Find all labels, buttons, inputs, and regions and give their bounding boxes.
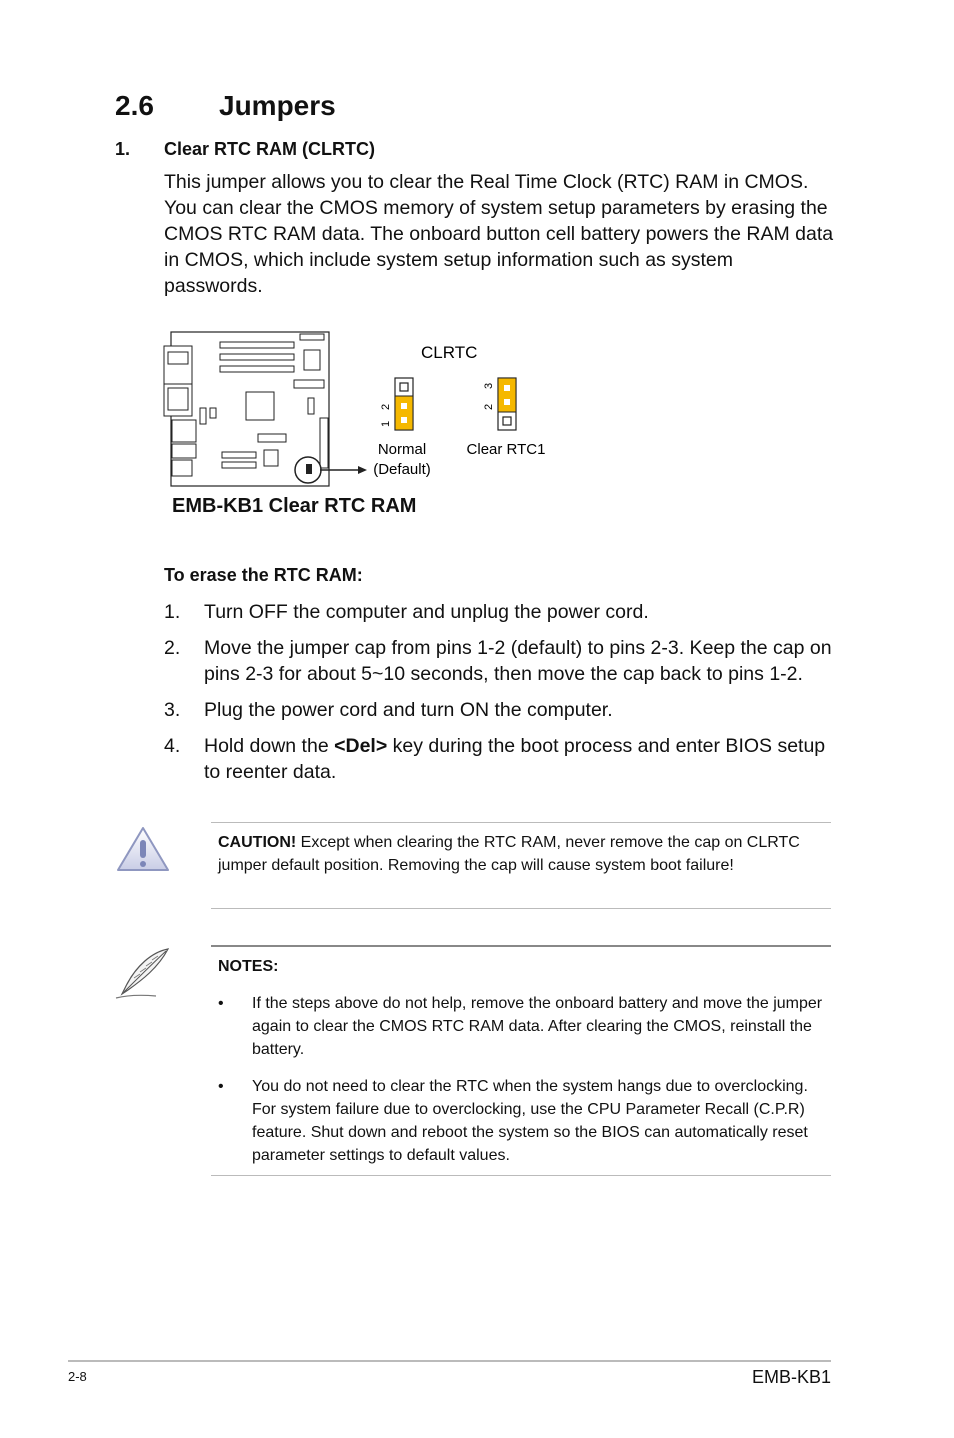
step-text: Move the jumper cap from pins 1-2 (default) to pins 2-3. Keep the cap on pins 2-3 for about 5~10 seconds, then move the cap back to pins 1-2. (204, 637, 832, 685)
jumper-label: CLRTC (421, 343, 478, 362)
step-1 (164, 599, 844, 625)
pin-label-normal-1: 1 (380, 420, 392, 427)
erase-heading: To erase the RTC RAM: (164, 565, 363, 585)
diagram-caption: EMB-KB1 Clear RTC RAM (172, 495, 417, 517)
step-text: Plug the power cord and turn ON the computer. (204, 699, 613, 721)
step-number: 2. (164, 637, 181, 659)
jumper-description: This jumper allows you to clear the Real Time Clock (RTC) RAM in CMOS. You can clear the CMOS memory of system setup parameters by erasing the CMOS RTC RAM data. The onboard button cell battery powers the RAM data in CMOS, which include system setup information such as system passwords. (164, 171, 834, 297)
note-text: If the steps above do not help, remove the onboard battery and move the jumper again to clear the CMOS RTC RAM data. After clearing the CMOS, reinstall the battery. (252, 995, 823, 1058)
footer-rule (68, 1360, 831, 1362)
caution-bottom-rule (211, 908, 831, 909)
caution-top-rule (211, 822, 831, 823)
section-title: Jumpers (219, 90, 336, 121)
step-text: Turn OFF the computer and unplug the power cord. (204, 601, 649, 623)
note-item-2 (218, 1075, 823, 1167)
note-text: You do not need to clear the RTC when the system hangs due to overclocking. For system failure due to overclocking, use the CPU Parameter Recall (C.P.R) feature. Shut down and reboot the system so the BIOS can automatically reset parameter settings to default values. (252, 1078, 808, 1164)
step-4 (164, 733, 844, 785)
clear-rtc-label: Clear RTC1 (466, 441, 546, 458)
notes-top-rule (211, 945, 831, 947)
pin-label-clear-2: 2 (483, 403, 495, 410)
del-key: <Del> (334, 735, 388, 757)
feather-pen-icon (112, 946, 174, 1002)
product-name: EMB-KB1 (751, 1367, 831, 1387)
section-number: 2.6 (115, 90, 154, 121)
step-number: 1. (164, 601, 181, 623)
normal-label: Normal (377, 441, 427, 458)
step-3 (164, 697, 844, 723)
notes-bottom-rule (211, 1175, 831, 1176)
pin-label-clear-3: 3 (483, 382, 495, 389)
motherboard-layout-illustration (160, 328, 580, 488)
subsection-title: Clear RTC RAM (CLRTC) (164, 139, 375, 159)
step-2 (164, 635, 844, 687)
step-number: 4. (164, 735, 181, 757)
page-number: 2-8 (68, 1369, 87, 1384)
clrtc-diagram (160, 328, 580, 488)
bullet-dot: • (218, 995, 224, 1012)
bullet-dot: • (218, 1078, 224, 1095)
step-number: 3. (164, 699, 181, 721)
caution-label: CAUTION! (218, 834, 297, 851)
pin-label-normal-2: 2 (380, 403, 392, 410)
step-text (204, 733, 844, 785)
caution-body: Except when clearing the RTC RAM, never remove the cap on CLRTC jumper default position. Removing the cap will cause system boot failure! (218, 834, 800, 874)
subsection-number: 1. (115, 139, 131, 159)
normal-default-label: (Default) (373, 461, 431, 478)
step-text-pre: Hold down the (204, 735, 335, 757)
caution-text (218, 831, 823, 877)
step-text-post: key during the boot process and enter BIOS setup to reenter data. (204, 735, 826, 783)
notes-label: NOTES: (218, 958, 279, 975)
note-item-1 (218, 992, 823, 1061)
warning-icon (116, 826, 170, 872)
